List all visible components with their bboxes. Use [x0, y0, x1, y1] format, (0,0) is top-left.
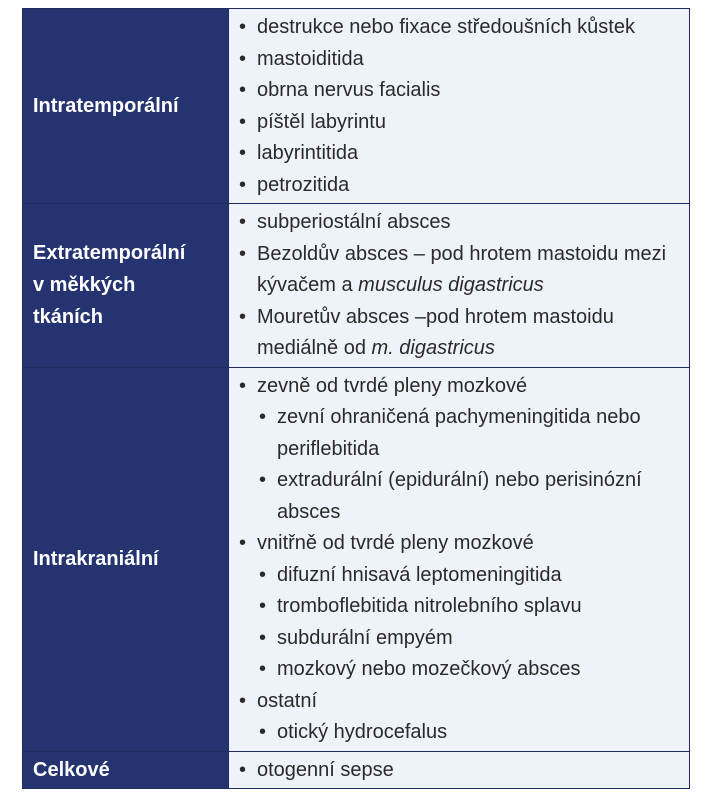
- sub-list-item: • extradurální (epidurální) nebo perisinózní absces: [259, 465, 681, 528]
- table-row: [23, 204, 689, 368]
- category-label: Intrakraniální: [33, 548, 159, 570]
- item-text: Mouretův absces –pod hrotem mastoidu mediálně od: [257, 305, 614, 359]
- list-item: [239, 239, 681, 302]
- category-cell: [23, 368, 229, 751]
- category-label: Celkové: [33, 758, 110, 781]
- category-cell: [23, 9, 229, 203]
- complications-table: [22, 8, 690, 789]
- items-cell: [229, 752, 689, 789]
- category-label: Intratemporální: [33, 95, 179, 117]
- list-item: • destrukce nebo fixace středoušních kůstek: [239, 12, 681, 44]
- list-item: • mastoiditida: [239, 44, 681, 76]
- category-label: Extratemporální v měkkých tkáních: [33, 242, 186, 329]
- list-item: • subperiostální absces: [239, 207, 681, 239]
- category-cell: [23, 752, 229, 789]
- item-emphasis: musculus digastricus: [358, 274, 544, 296]
- sub-list-item: • otický hydrocefalus: [259, 717, 681, 749]
- category-cell: [23, 204, 229, 367]
- sub-list-item: • mozkový nebo mozečkový absces: [259, 654, 681, 686]
- list-item: • ostatní: [239, 686, 681, 718]
- table-row: [23, 752, 689, 789]
- list-item: • otogenní sepse: [239, 755, 681, 787]
- item-emphasis: m. digastricus: [371, 337, 495, 359]
- items-cell: [229, 9, 689, 203]
- table-row: [23, 9, 689, 204]
- list-item: • obrna nervus facialis: [239, 75, 681, 107]
- list-item: [239, 302, 681, 365]
- items-cell: [229, 368, 689, 751]
- sub-list-item: • tromboflebitida nitrolebního splavu: [259, 591, 681, 623]
- sub-list-item: • subdurální empyém: [259, 623, 681, 655]
- item-text: Bezoldův absces – pod hrotem mastoidu mezi kývačem a: [257, 242, 667, 296]
- list-item: • petrozitida: [239, 170, 681, 202]
- list-item: • labyrintitida: [239, 138, 681, 170]
- sub-list-item: • zevní ohraničená pachymeningitida nebo periflebitida: [259, 402, 681, 465]
- sub-list-item: • difuzní hnisavá leptomeningitida: [259, 560, 681, 592]
- items-cell: [229, 204, 689, 367]
- list-item: • zevně od tvrdé pleny mozkové: [239, 371, 681, 403]
- list-item: • píštěl labyrintu: [239, 107, 681, 139]
- list-item: • vnitřně od tvrdé pleny mozkové: [239, 528, 681, 560]
- table-row: [23, 368, 689, 752]
